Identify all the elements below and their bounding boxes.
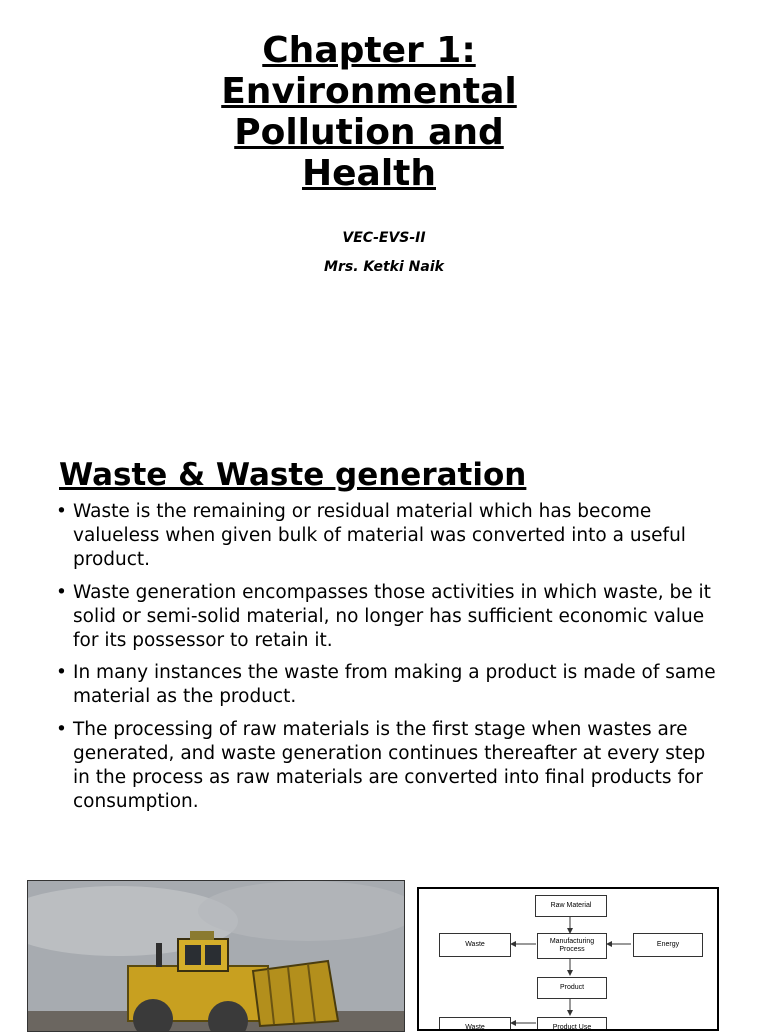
bullet-text: The processing of raw materials is the first stage when wastes are generated, and waste generation continues thereafter at every step in the process as raw materials are converted into final products for consumption. bbox=[73, 718, 706, 813]
bullet-text: Waste is the remaining or residual material which has become valueless when given bulk of material was converted into a useful product. bbox=[73, 501, 686, 571]
raw-material-box: Raw Material bbox=[535, 895, 607, 917]
product-box: Product bbox=[537, 977, 607, 999]
bullet-text: Waste generation encompasses those activities in which waste, be it solid or semi-solid material, no longer has sufficient economic value for its possessor to retain it. bbox=[73, 581, 711, 652]
bullet-icon: • bbox=[56, 662, 67, 684]
list-item bbox=[56, 581, 716, 654]
slide-heading: Waste & Waste generation bbox=[59, 457, 527, 493]
title-line: Health bbox=[301, 153, 436, 194]
manufacturing-process-box: Manufacturing Process bbox=[537, 933, 607, 959]
waste-box: Waste bbox=[439, 933, 511, 957]
list-item bbox=[56, 500, 716, 573]
bullet-icon: • bbox=[56, 581, 67, 603]
chapter-title bbox=[140, 30, 598, 194]
course-code: VEC-EVS-II bbox=[342, 230, 426, 246]
list-item bbox=[56, 661, 716, 709]
title-slide bbox=[0, 0, 768, 430]
compactor-illustration bbox=[28, 881, 404, 1031]
title-line: Pollution and bbox=[234, 112, 504, 153]
waste-flowchart bbox=[417, 887, 719, 1031]
bullet-list bbox=[56, 500, 716, 822]
product-use-box: Product Use bbox=[537, 1017, 607, 1031]
title-line: Environmental bbox=[221, 71, 517, 112]
energy-box: Energy bbox=[633, 933, 703, 957]
landfill-compactor-image bbox=[27, 880, 405, 1032]
bullet-text: In many instances the waste from making a product is made of same material as the product. bbox=[73, 662, 716, 708]
content-slide bbox=[0, 430, 768, 1031]
author-name: Mrs. Ketki Naik bbox=[324, 259, 444, 275]
title-line: Chapter 1: bbox=[262, 30, 476, 71]
bullet-icon: • bbox=[56, 501, 67, 522]
bullet-icon: • bbox=[56, 718, 67, 740]
waste-box-2: Waste bbox=[439, 1017, 511, 1031]
list-item bbox=[56, 718, 716, 815]
